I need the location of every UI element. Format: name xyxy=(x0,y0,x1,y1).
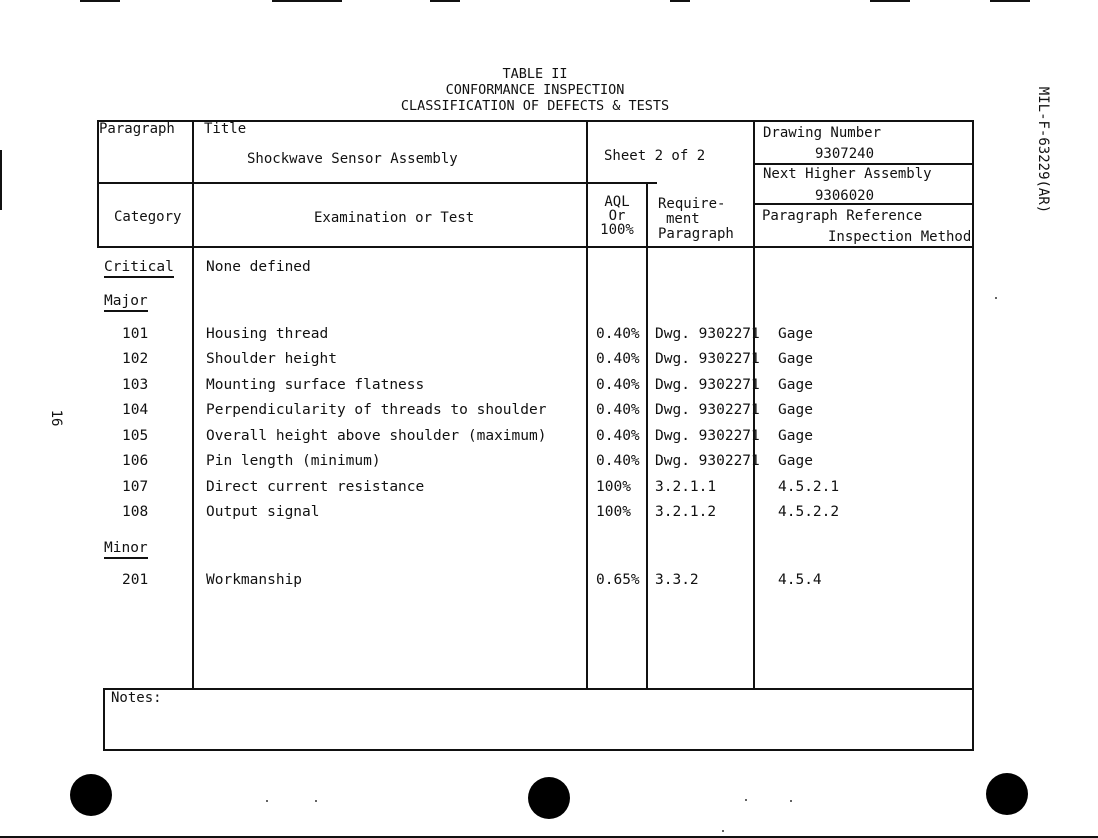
title-value: Shockwave Sensor Assembly xyxy=(247,151,458,167)
table-row xyxy=(0,504,1098,524)
notes-label: Notes: xyxy=(111,690,162,706)
table-row xyxy=(0,351,1098,371)
row-category: 102 xyxy=(122,351,149,367)
paragraph-header: Paragraph xyxy=(99,121,175,137)
row-examination: Output signal xyxy=(206,504,320,520)
major-label-text: Major xyxy=(104,293,148,312)
sheet-indicator: Sheet 2 of 2 xyxy=(604,148,706,164)
table-row xyxy=(0,402,1098,422)
row-examination: Pin length (minimum) xyxy=(206,453,381,469)
row-examination: Mounting surface flatness xyxy=(206,377,425,393)
row-requirement: 3.2.1.1 xyxy=(655,479,717,495)
scan-edge-mark xyxy=(990,0,1030,2)
row-requirement: Dwg. 9302271 xyxy=(655,428,760,444)
aql-header-line1: AQL xyxy=(604,194,630,210)
row-method: 4.5.2.2 xyxy=(778,504,840,520)
table-row xyxy=(0,428,1098,448)
scan-edge-mark xyxy=(272,0,342,2)
critical-note: None defined xyxy=(206,259,311,275)
aql-header-line2: Or xyxy=(608,208,626,224)
row-examination: Overall height above shoulder (maximum) xyxy=(206,428,547,444)
aql-header-line3: 100% xyxy=(600,222,634,238)
table-row xyxy=(0,479,1098,499)
scan-edge-mark xyxy=(670,0,690,2)
scan-edge-mark xyxy=(430,0,460,2)
row-method: Gage xyxy=(778,402,813,418)
row-method: Gage xyxy=(778,428,813,444)
critical-label-text: Critical xyxy=(104,259,174,278)
heading-classification: CLASSIFICATION OF DEFECTS & TESTS xyxy=(400,98,670,114)
row-requirement: Dwg. 9302271 xyxy=(655,326,760,342)
row-requirement: 3.3.2 xyxy=(655,572,699,588)
binder-hole xyxy=(986,773,1028,815)
row-category: 106 xyxy=(122,453,149,469)
row-aql: 100% xyxy=(596,479,631,495)
row-requirement: Dwg. 9302271 xyxy=(655,402,760,418)
row-method: Gage xyxy=(778,453,813,469)
row-aql: 0.40% xyxy=(596,453,640,469)
row-method: Gage xyxy=(778,377,813,393)
category-header: Category xyxy=(114,209,182,225)
table-label: TABLE II xyxy=(502,66,568,82)
scan-speck xyxy=(745,799,747,801)
inspection-method-header: Inspection Method xyxy=(828,229,972,245)
row-method: Gage xyxy=(778,326,813,342)
row-aql: 0.40% xyxy=(596,377,640,393)
row-aql: 0.40% xyxy=(596,351,640,367)
row-category: 103 xyxy=(122,377,149,393)
row-category: 105 xyxy=(122,428,149,444)
drawing-number-label: Drawing Number xyxy=(763,125,882,141)
minor-label-text: Minor xyxy=(104,540,148,559)
row-examination: Shoulder height xyxy=(206,351,337,367)
binder-hole xyxy=(528,777,570,819)
critical-section-label xyxy=(104,259,174,275)
row-method: 4.5.4 xyxy=(778,572,822,588)
scan-speck xyxy=(722,830,724,832)
next-higher-assembly-label: Next Higher Assembly xyxy=(763,166,932,182)
row-method: 4.5.2.1 xyxy=(778,479,840,495)
row-requirement: Dwg. 9302271 xyxy=(655,351,760,367)
drawing-number-value: 9307240 xyxy=(815,146,875,162)
binder-hole xyxy=(70,774,112,816)
page-number: 16 xyxy=(48,409,64,427)
heading-conformance: CONFORMANCE INSPECTION xyxy=(445,82,625,98)
title-header: Title xyxy=(204,121,247,137)
row-examination: Direct current resistance xyxy=(206,479,425,495)
requirement-header-line2: ment xyxy=(666,211,700,227)
row-category: 108 xyxy=(122,504,149,520)
row-requirement: Dwg. 9302271 xyxy=(655,377,760,393)
table-row xyxy=(0,572,1098,592)
paragraph-reference-header: Paragraph Reference xyxy=(762,208,923,224)
scan-speck xyxy=(995,297,997,299)
scan-edge-mark xyxy=(870,0,910,2)
row-aql: 0.40% xyxy=(596,402,640,418)
requirement-header xyxy=(648,197,753,242)
row-category: 104 xyxy=(122,402,149,418)
row-category: 101 xyxy=(122,326,149,342)
aql-header xyxy=(588,195,646,237)
requirement-header-line1: Require- xyxy=(658,196,726,212)
table-row xyxy=(0,377,1098,397)
row-examination: Workmanship xyxy=(206,572,303,588)
row-aql: 0.65% xyxy=(596,572,640,588)
document-identifier: MIL-F-63229(AR) xyxy=(1035,86,1051,214)
row-examination: Perpendicularity of threads to shoulder xyxy=(206,402,547,418)
row-category: 201 xyxy=(122,572,149,588)
row-aql: 0.40% xyxy=(596,326,640,342)
row-aql: 100% xyxy=(596,504,631,520)
next-higher-assembly-value: 9306020 xyxy=(815,188,875,204)
major-section-label xyxy=(104,293,148,309)
scan-speck xyxy=(266,800,268,802)
table-row xyxy=(0,326,1098,346)
row-requirement: Dwg. 9302271 xyxy=(655,453,760,469)
examination-header: Examination or Test xyxy=(314,210,475,226)
scan-edge-mark xyxy=(0,150,2,210)
minor-section-label xyxy=(104,540,148,556)
table-row xyxy=(0,453,1098,473)
row-requirement: 3.2.1.2 xyxy=(655,504,717,520)
row-aql: 0.40% xyxy=(596,428,640,444)
scan-speck xyxy=(315,800,317,802)
scan-speck xyxy=(790,800,792,802)
requirement-header-line3: Paragraph xyxy=(658,226,734,242)
scan-edge-mark xyxy=(80,0,120,2)
row-method: Gage xyxy=(778,351,813,367)
row-category: 107 xyxy=(122,479,149,495)
row-examination: Housing thread xyxy=(206,326,329,342)
